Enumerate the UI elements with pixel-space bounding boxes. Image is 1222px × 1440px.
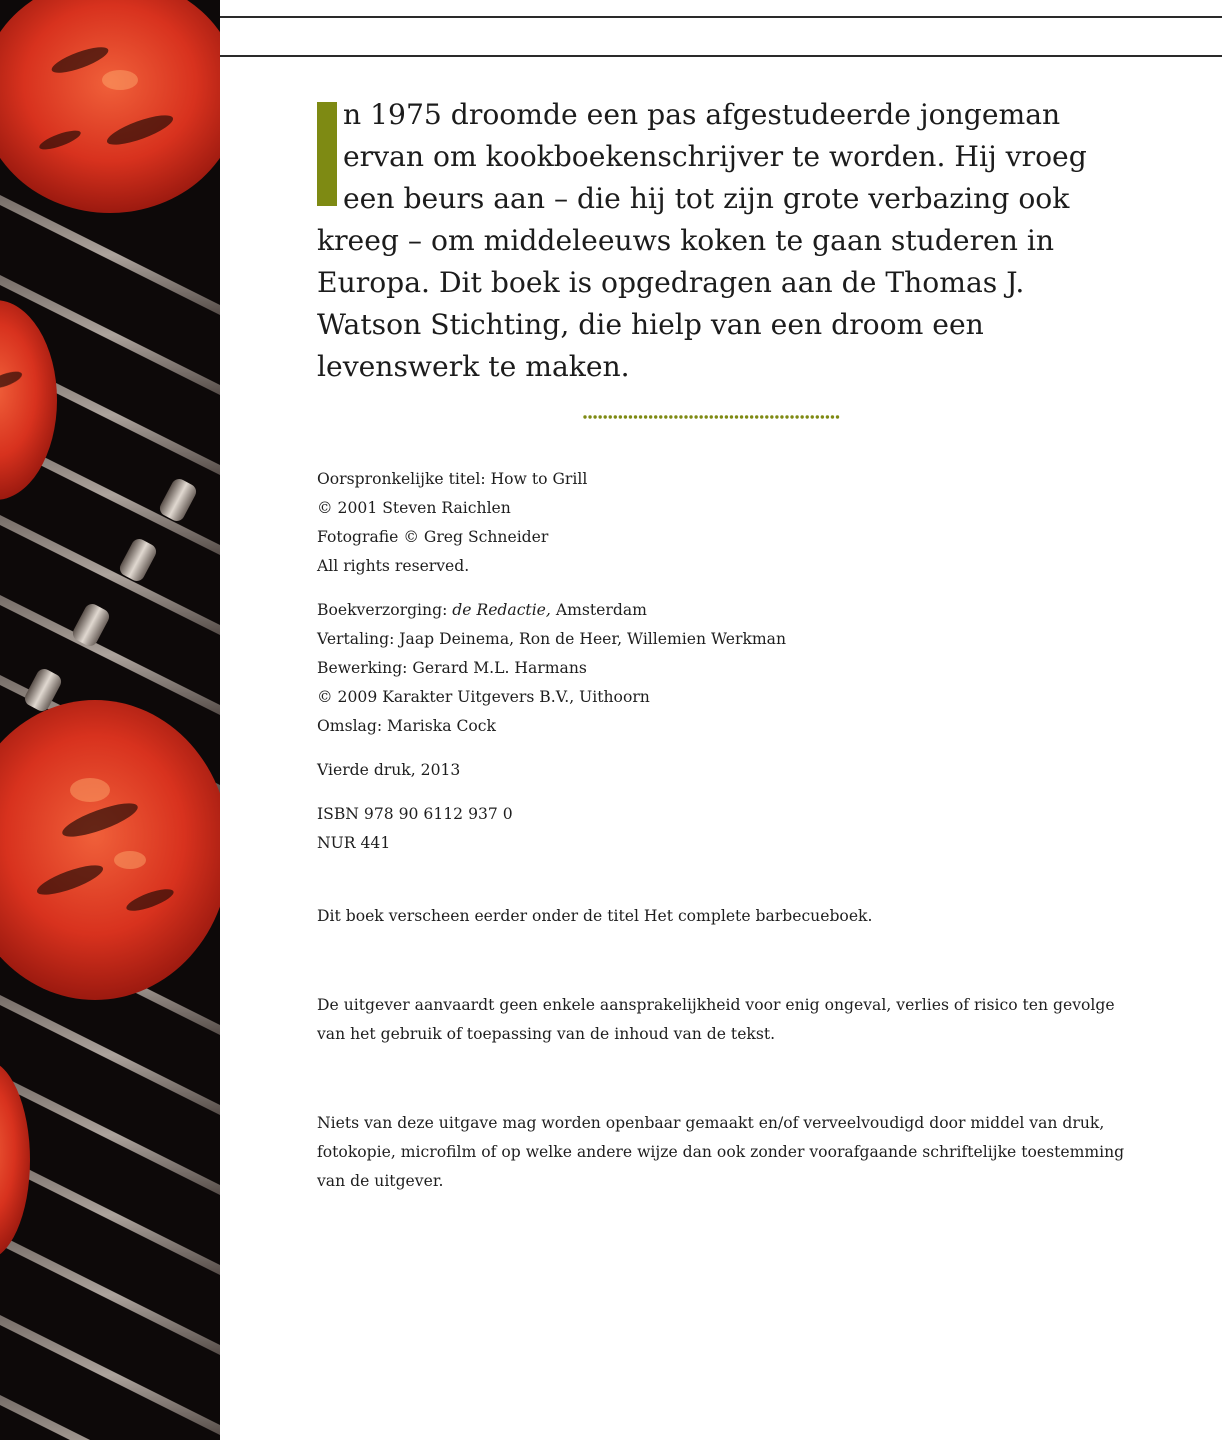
divider-dot: [699, 415, 702, 418]
divider-dot: [593, 415, 596, 418]
divider-dot: [806, 415, 809, 418]
disclaimer-line: van het gebruik of toepassing van de inhoud van de tekst.: [317, 1025, 776, 1043]
divider-dot: [694, 415, 697, 418]
divider-dot: [619, 415, 622, 418]
disclaimer-line: De uitgever aanvaardt geen enkele aansprakelijkheid voor enig ongeval, verlies of risico ten gevolge: [317, 996, 1115, 1014]
divider-dot: [649, 415, 652, 418]
divider-dot: [720, 415, 723, 418]
divider-dot: [755, 415, 758, 418]
rights-line: van de uitgever.: [317, 1172, 444, 1190]
previous-title: Dit boek verscheen eerder onder de titel Het complete barbecueboek.: [317, 907, 873, 925]
divider-dot: [659, 415, 662, 418]
photo-credit: Fotografie © Greg Schneider: [317, 528, 549, 546]
divider-dot: [770, 415, 773, 418]
divider-dot: [740, 415, 743, 418]
divider-dot: [836, 415, 839, 418]
dedication-text: n 1975 droomde een pas afgestudeerde jongeman ervan om kookboekenschrijver te worden. Hij vroeg een beurs aan – die hij tot zijn grote verbazing ook kreeg – om middeleeuws koken te gaan studeren in Europa. Dit boek is opgedragen aan de Thomas J. Watson Stichting, die hielp van een droom een levenswerk te maken.: [317, 98, 1087, 383]
divider-dot: [588, 415, 591, 418]
divider-dot: [598, 415, 601, 418]
rights-reserved: All rights reserved.: [317, 557, 470, 575]
grilled-tomatoes-photo: [0, 0, 220, 1440]
edition-info: [317, 756, 1117, 785]
rights-line: Niets van deze uitgave mag worden openbaar gemaakt en/of verveelvoudigd door middel van druk,: [317, 1114, 1105, 1132]
divider-dot: [765, 415, 768, 418]
divider-dot: [831, 415, 834, 418]
edition: Vierde druk, 2013: [317, 761, 461, 779]
divider-dot: [750, 415, 753, 418]
divider-dot: [629, 415, 632, 418]
divider-dot: [705, 415, 708, 418]
divider-dot: [604, 415, 607, 418]
disclaimer: [317, 991, 1117, 1049]
rights-line: fotokopie, microfilm of op welke andere wijze dan ook zonder voorafgaande schriftelijke toestemming: [317, 1143, 1125, 1161]
divider-dot: [760, 415, 763, 418]
dedication-paragraph: [317, 94, 1117, 388]
divider-dot: [800, 415, 803, 418]
original-credits: [317, 465, 1117, 581]
divider-dot: [614, 415, 617, 418]
divider-dot: [624, 415, 627, 418]
divider-dot: [725, 415, 728, 418]
divider-dot: [679, 415, 682, 418]
top-rule: [220, 16, 1222, 18]
publisher-copyright: © 2009 Karakter Uitgevers B.V., Uithoorn: [317, 688, 650, 706]
divider-dot: [735, 415, 738, 418]
divider-dot: [669, 415, 672, 418]
divider-dot: [634, 415, 637, 418]
divider-dot: [775, 415, 778, 418]
nur-code: NUR 441: [317, 834, 391, 852]
previous-title-note: [317, 902, 1117, 931]
divider-dot: [674, 415, 677, 418]
dotted-divider: [583, 413, 841, 421]
drop-cap-letter: [317, 102, 337, 206]
divider-dot: [795, 415, 798, 418]
editing-credit: Bewerking: Gerard M.L. Harmans: [317, 659, 587, 677]
divider-dot: [689, 415, 692, 418]
author-copyright: © 2001 Steven Raichlen: [317, 499, 511, 517]
divider-dot: [730, 415, 733, 418]
divider-dot: [644, 415, 647, 418]
divider-dot: [790, 415, 793, 418]
divider-dot: [654, 415, 657, 418]
header-rule: [220, 55, 1222, 57]
grill-illustration: [0, 0, 220, 1440]
divider-dot: [811, 415, 814, 418]
translation-credit: Vertaling: Jaap Deinema, Ron de Heer, Willemien Werkman: [317, 630, 787, 648]
cover-credit: Omslag: Mariska Cock: [317, 717, 496, 735]
divider-dot: [821, 415, 824, 418]
divider-dot: [684, 415, 687, 418]
divider-dot: [639, 415, 642, 418]
isbn-info: [317, 800, 1117, 858]
divider-dot: [826, 415, 829, 418]
divider-dot: [816, 415, 819, 418]
divider-dot: [664, 415, 667, 418]
divider-dot: [780, 415, 783, 418]
production-credits: [317, 596, 1117, 741]
rights-notice: [317, 1109, 1125, 1196]
divider-dot: [609, 415, 612, 418]
isbn: ISBN 978 90 6112 937 0: [317, 805, 513, 823]
colophon: [317, 465, 1125, 1211]
original-title: Oorspronkelijke titel: How to Grill: [317, 470, 588, 488]
bookcare-credit: Boekverzorging: de Redactie, Amsterdam: [317, 601, 647, 619]
divider-dot: [583, 415, 586, 418]
divider-dot: [745, 415, 748, 418]
divider-dot: [715, 415, 718, 418]
divider-dot: [710, 415, 713, 418]
divider-dot: [785, 415, 788, 418]
